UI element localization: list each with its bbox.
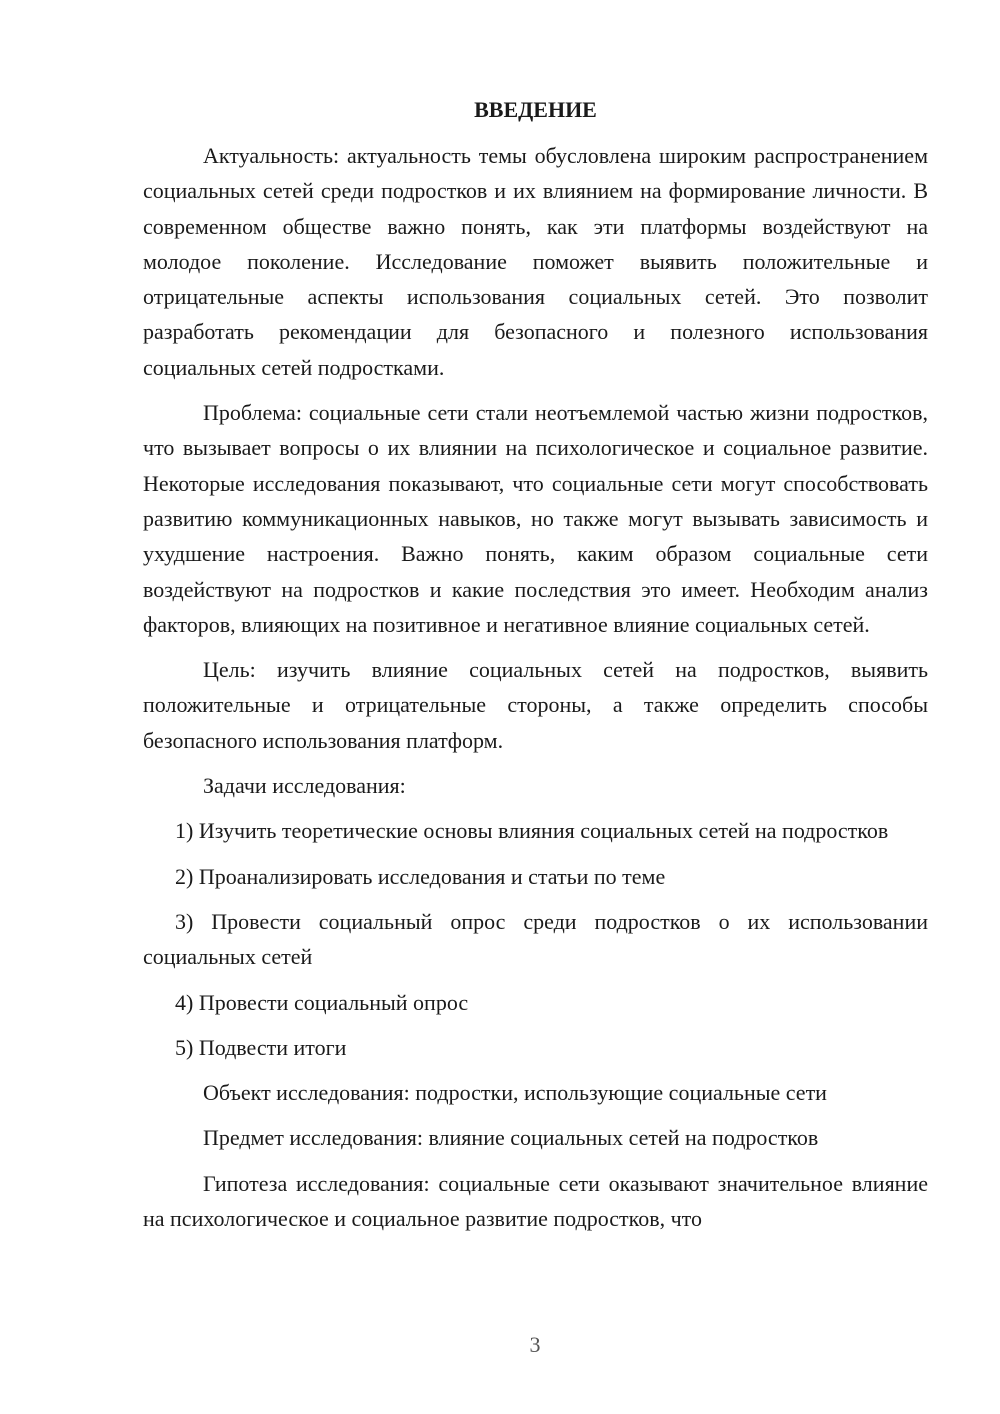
task-item-3: 3) Провести социальный опрос среди подростков о их использовании социальных сетей [143,908,928,970]
paragraph-relevance: Актуальность: актуальность темы обусловлена широким распространением социальных сетей среди подростков и их влиянием на формирование личности. В современном обществе важно понять, как эти платформы воздействуют на молодое поколение. Исследование поможет выявить положительные и отрицательные аспекты использования социальных сетей. Это позволит разработать рекомендации для безопасного и полезного использования социальных сетей подростками. [143,143,928,380]
task-item-2: 2) Проанализировать исследования и статьи по теме [175,863,666,889]
paragraph-object: Объект исследования: подростки, использующие социальные сети [203,1080,827,1106]
section-heading: ВВЕДЕНИЕ [474,97,597,122]
paragraph-subject: Предмет исследования: влияние социальных сетей на подростков [203,1125,819,1151]
task-item-4: 4) Провести социальный опрос [175,989,469,1015]
paragraph-hypothesis: Гипотеза исследования: социальные сети оказывают значительное влияние на психологическое и социальное развитие подростков, что [143,1170,928,1232]
task-item-1: 1) Изучить теоретические основы влияния социальных сетей на подростков [175,818,889,844]
page-number: 3 [529,1332,541,1357]
page-content [143,92,928,1246]
paragraph-tasks-title: Задачи исследования: [203,773,406,799]
paragraph-goal: Цель: изучить влияние социальных сетей на подростков, выявить положительные и отрицательные стороны, а также определить способы безопасного использования платформ. [143,657,928,753]
paragraph-problem: Проблема: социальные сети стали неотъемлемой частью жизни подростков, что вызывает вопросы о их влиянии на психологическое и социальное развитие. Некоторые исследования показывают, что социальные сети могут способствовать развитию коммуникационных навыков, но также могут вызывать зависимость и ухудшение настроения. Важно понять, каким образом социальные сети воздействуют на подростков и какие последствия это имеет. Необходим анализ факторов, влияющих на позитивное и негативное влияние социальных сетей. [143,400,928,637]
task-item-5: 5) Подвести итоги [175,1034,347,1060]
